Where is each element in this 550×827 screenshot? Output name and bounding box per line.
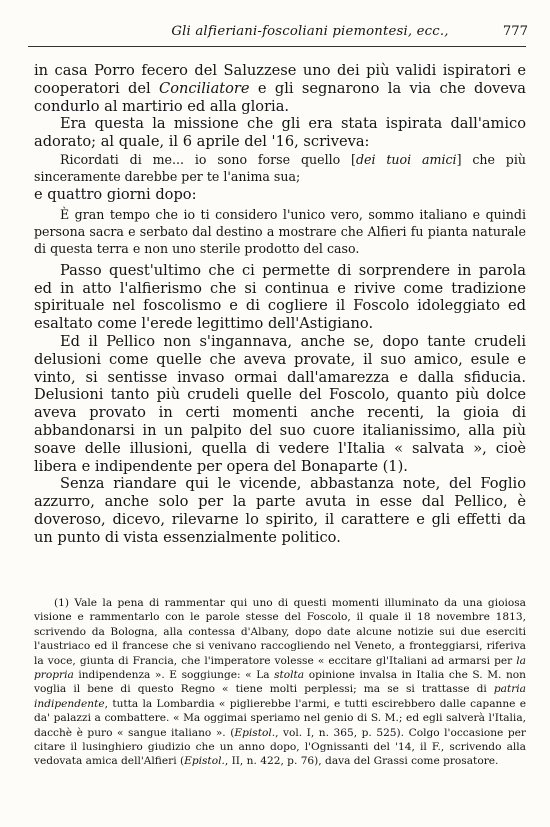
quotation-2 [34, 206, 526, 257]
footnote-text-4: , tutta la Lombardia « piglierebbe l'armi, e tutti escirebbero dalle capanne e da' palazzi a combattere. « Ma oggimai speriamo nel genio di S. M.; ed egli salverà l'Italia, dacchè è puro « sangue italiano ». ( [34, 697, 526, 739]
footnote-text-2: indipendenza ». E soggiunge: « La [73, 669, 275, 682]
footnote-text-1: (1) Vale la pena di rammentar qui uno di questi momenti illuminato da una gioiosa visione e rammentarlo con le parole stesse del Foscolo, il quale il 18 novembre 1813, scrivendo da Bologna, alla contessa d'Albany, dopo date alcune notizie sui due eserciti l'austriaco ed il francese che si venivano raccogliendo nel Veneto, a fronteggiarsi, riferiva la voce, giunta di Francia, che l'imperatore volesse « eccitare gl'Italiani ad armarsi per [34, 597, 526, 667]
quotation-2-text: È gran tempo che io ti considero l'unico vero, sommo italiano e quindi persona sacra e serbato dal destino a mostrare che Alfieri fu pianta naturale di questa terra e non uno sterile prodotto del caso. [34, 206, 526, 256]
paragraph-1 [34, 62, 526, 115]
running-head: Gli alfieriani-foscoliani piemontesi, ecc., [171, 24, 449, 39]
quotation-1-italic: dei tuoi amici [355, 151, 457, 167]
footnotes [34, 596, 526, 769]
paragraph-2: Era questa la missione che gli era stata ispirata dall'amico adorato; al quale, il 6 aprile del '16, scriveva: [34, 115, 526, 151]
footnote-italic-5: Epistol. [184, 755, 225, 768]
quotation-1-text [34, 151, 526, 185]
footnote-italic-3: patria indipendente [34, 683, 526, 710]
footnote-italic-1: la propria [34, 654, 526, 682]
footnote-text-5: , vol. I, n. 365, p. 525). Colgo l'occasione per citare il lusinghiero giudizio che un anno dopo, l'Ognissanti del '14, il F., scrivendo alla vedovata amica dell'Alfieri ( [34, 726, 526, 768]
quotation-1 [34, 151, 526, 185]
quotation-1-text-b: ] che più sinceramente darebbe per te l'anima sua; [34, 151, 527, 184]
footnote-text-6: , II, n. 422, p. 76), dava del Grassi come prosatore. [224, 755, 499, 768]
paragraph-4: Passo quest'ultimo che ci permette di sorprendere in parola ed in atto l'alfierismo che si continua e rivive come tradizione spirituale nel foscolismo e di cogliere il Foscolo idoleggiato ed esaltato come l'erede legittimo dell'Astigiano. [34, 261, 526, 333]
footnote-1 [34, 596, 526, 769]
paragraph-5: Ed il Pellico non s'ingannava, anche se, dopo tante crudeli delusioni come quelle che aveva provate, il suo amico, esule e vinto, si sentisse invaso ormai dall'amarezza e dalla sfiducia. Delusioni tanto più crudeli quelle del Foscolo, quanto più dolce aveva provato in certi momenti anche recenti, la gioia di abbandonarsi in un palpito del suo cuore italianissimo, alla più soave delle illusioni, quella di vedere l'Italia « salvata », cioè libera e indipendente per opera del Bonaparte (1). [34, 332, 526, 475]
paragraph-1-text-b: e gli segnarono la via che doveva condurlo al martirio ed alla gloria. [34, 79, 526, 115]
header-rule [28, 46, 526, 47]
page-number: 777 [502, 24, 528, 39]
footnote-italic-4: Epistol. [234, 726, 276, 739]
footnote-italic-2: stolta [274, 669, 305, 682]
paragraph-3: e quattro giorni dopo: [34, 185, 197, 203]
footnote-text-3: opinione invalsa in Italia che S. M. non voglia il bene di questo Regno « tiene molti perplessi; ma se si trattasse di [34, 669, 526, 696]
paragraph-6: Senza riandare qui le vicende, abbastanza note, del Foglio azzurro, anche solo per la parte avuta in esse dal Pellico, è doveroso, dicevo, rilevarne lo spirito, il carattere e gli effetti da un punto di vista essenzialmente politico. [34, 475, 526, 546]
page-header [0, 0, 550, 50]
main-text [34, 62, 526, 547]
paragraph-1-text-a: in casa Porro fecero del Saluzzese uno dei più validi ispiratori e cooperatori del [34, 62, 526, 97]
quotation-1-text-a: Ricordati di me... io sono forse quello [ [60, 151, 356, 167]
conciliatore-title: Conciliatore [159, 79, 250, 97]
